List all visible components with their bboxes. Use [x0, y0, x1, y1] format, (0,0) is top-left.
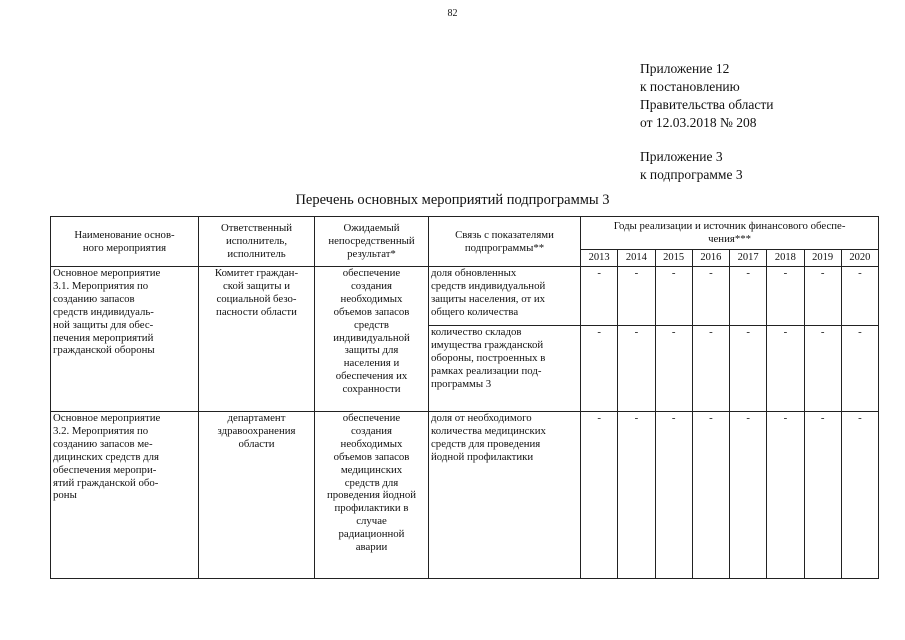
year-value-cell: -: [730, 412, 767, 579]
result-cell: обеспечение создания необходимых объемов запасов медицинских средств для проведения йодной профилактики в случае радиационной аварии: [315, 412, 429, 579]
year-value-cell: -: [767, 412, 804, 579]
appendix-3-line: Приложение 3: [640, 149, 723, 164]
year-value-cell: -: [804, 412, 841, 579]
header-name: Наименование основ- ного мероприятия: [51, 217, 199, 267]
year-value-cell: -: [581, 326, 618, 412]
executor-cell: департамент здравоохранения области: [199, 412, 315, 579]
year-value-cell: -: [730, 326, 767, 412]
result-cell: обеспечение создания необходимых объемов запасов средств индивидуальной защиты для населения и обеспечения их сохранности: [315, 267, 429, 412]
indicator-link-cell: доля от необходимого количества медицинских средств для проведения йодной профилактики: [429, 412, 581, 579]
activity-name-cell: Основное мероприятие 3.1. Мероприятия по созданию запасов средств индивидуаль- ной защиты для обес- печения мероприятий гражданской обороны: [51, 267, 199, 412]
year-value-cell: -: [618, 412, 655, 579]
header-year: 2015: [655, 250, 692, 267]
year-value-cell: -: [730, 267, 767, 326]
activities-table: [50, 216, 879, 579]
year-value-cell: -: [618, 326, 655, 412]
year-value-cell: -: [841, 267, 878, 326]
year-value-cell: -: [581, 267, 618, 326]
header-year: 2019: [804, 250, 841, 267]
year-value-cell: -: [655, 267, 692, 326]
document-title: Перечень основных мероприятий подпрограммы 3: [295, 192, 610, 208]
year-value-cell: -: [767, 326, 804, 412]
year-value-cell: -: [655, 326, 692, 412]
year-value-cell: -: [841, 412, 878, 579]
year-value-cell: -: [692, 267, 729, 326]
table-row: [51, 267, 879, 326]
activity-name-cell: Основное мероприятие 3.2. Мероприятия по созданию запасов ме- дицинских средств для обеспечения меропри- ятий гражданской обо- роны: [51, 412, 199, 579]
appendix-12-line: к постановлению: [640, 79, 740, 94]
year-value-cell: -: [618, 267, 655, 326]
header-result: Ожидаемый непосредственный результат*: [315, 217, 429, 267]
year-value-cell: -: [692, 326, 729, 412]
header-year: 2017: [730, 250, 767, 267]
year-value-cell: -: [804, 267, 841, 326]
header-year: 2016: [692, 250, 729, 267]
header-year: 2018: [767, 250, 804, 267]
header-executor: Ответственный исполнитель, исполнитель: [199, 217, 315, 267]
header-year: 2020: [841, 250, 878, 267]
executor-cell: Комитет граждан- ской защиты и социальной безо- пасности области: [199, 267, 315, 412]
year-value-cell: -: [692, 412, 729, 579]
header-years-group: Годы реализации и источник финансового обеспе- чения***: [581, 217, 879, 250]
year-value-cell: -: [767, 267, 804, 326]
indicator-link-cell: доля обновленных средств индивидуальной защиты населения, от их общего количества: [429, 267, 581, 326]
table-row: [51, 412, 879, 579]
appendix-3-block: [640, 148, 743, 184]
header-year: 2014: [618, 250, 655, 267]
appendix-12-line: Приложение 12: [640, 61, 730, 76]
year-value-cell: -: [804, 326, 841, 412]
appendix-12-line: Правительства области: [640, 97, 774, 112]
appendix-12-block: [640, 60, 773, 132]
appendix-12-line: от 12.03.2018 № 208: [640, 115, 757, 130]
indicator-link-cell: количество складов имущества гражданской обороны, построенных в рамках реализации под- программы 3: [429, 326, 581, 412]
page-number: 82: [447, 8, 458, 19]
year-value-cell: -: [655, 412, 692, 579]
year-value-cell: -: [841, 326, 878, 412]
header-year: 2013: [581, 250, 618, 267]
appendix-3-line: к подпрограмме 3: [640, 167, 743, 182]
year-value-cell: -: [581, 412, 618, 579]
header-link: Связь с показателями подпрограммы**: [429, 217, 581, 267]
